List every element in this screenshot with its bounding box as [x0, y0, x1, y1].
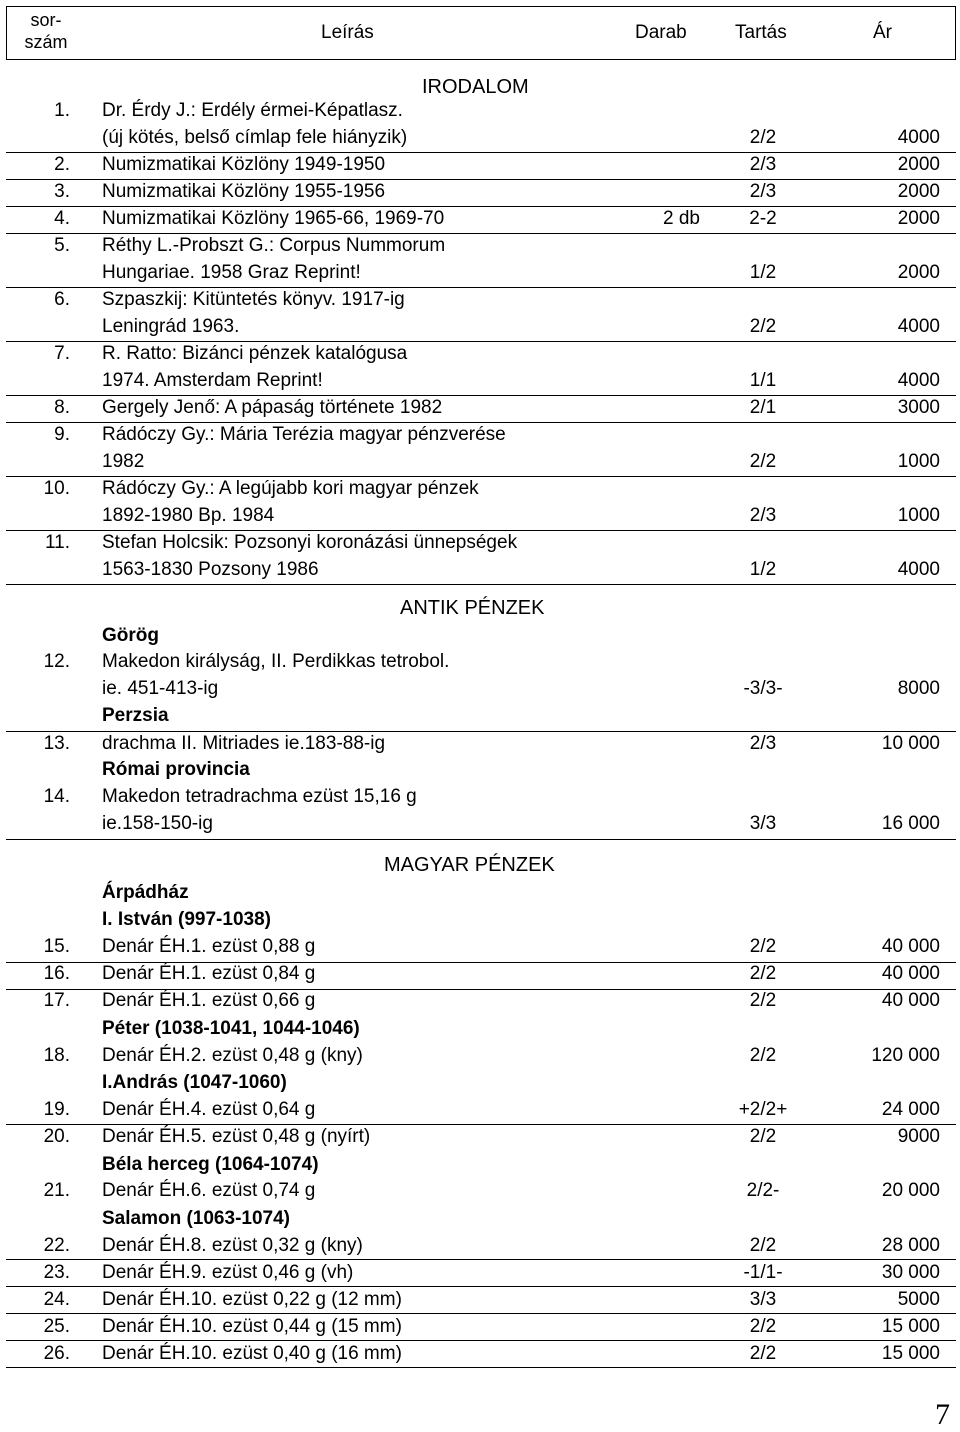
- row-price: 2000: [897, 262, 940, 283]
- divider: [6, 206, 956, 207]
- divider: [6, 179, 956, 180]
- row-condition: 2/2-: [746, 1180, 780, 1201]
- divider: [6, 839, 956, 840]
- row-description: Numizmatikai Közlöny 1955-1956: [102, 181, 386, 202]
- row-description: Numizmatikai Közlöny 1949-1950: [102, 154, 386, 175]
- divider: [6, 152, 956, 153]
- section-magyar: MAGYAR PÉNZEK: [384, 854, 555, 876]
- row-description: Denár ÉH.8. ezüst 0,32 g (kny): [102, 1235, 363, 1256]
- row-description: Denár ÉH.2. ezüst 0,48 g (kny): [102, 1045, 363, 1066]
- row-condition: 2/3: [749, 733, 777, 754]
- row-condition: 2/2: [749, 316, 777, 337]
- section-antik: ANTIK PÉNZEK: [400, 597, 545, 619]
- row-description: Denár ÉH.5. ezüst 0,48 g (nyírt): [102, 1126, 371, 1147]
- row-description: Denár ÉH.10. ezüst 0,44 g (15 mm): [102, 1316, 402, 1337]
- sub-gorog: Görög: [102, 625, 159, 646]
- row-description-cont: ie.158-150-ig: [102, 813, 213, 834]
- row-number: 21.: [43, 1180, 70, 1201]
- divider: [6, 1367, 956, 1368]
- row-price: 2000: [897, 208, 940, 229]
- header-desc: Leírás: [321, 22, 374, 43]
- divider: [6, 962, 956, 963]
- sub-arpad: Árpádház: [102, 882, 189, 903]
- row-number: 12.: [43, 651, 70, 672]
- row-condition: -3/3-: [743, 678, 783, 699]
- sub-bela: Béla herceg (1064-1074): [102, 1154, 319, 1175]
- row-price: 40 000: [881, 936, 940, 957]
- row-description-cont: 1892-1980 Bp. 1984: [102, 505, 275, 526]
- row-description: Szpaszkij: Kitüntetés könyv. 1917-ig: [102, 289, 405, 310]
- row-number: 23.: [43, 1262, 70, 1283]
- row-condition: 2/2: [749, 1126, 777, 1147]
- row-condition: 2/3: [749, 505, 777, 526]
- divider: [6, 422, 956, 423]
- header-cond: Tartás: [735, 22, 787, 43]
- table-header: [6, 6, 956, 60]
- row-number: 8.: [54, 397, 70, 418]
- row-number: 1.: [54, 100, 70, 121]
- row-description: Makedon királyság, II. Perdikkas tetrobol.: [102, 651, 450, 672]
- row-description: Rádóczy Gy.: Mária Terézia magyar pénzverése: [102, 424, 506, 445]
- row-price: 40 000: [881, 990, 940, 1011]
- row-number: 19.: [43, 1099, 70, 1120]
- row-price: 24 000: [881, 1099, 940, 1120]
- row-number: 18.: [43, 1045, 70, 1066]
- sub-peter: Péter (1038-1041, 1044-1046): [102, 1018, 360, 1039]
- row-description-cont: 1974. Amsterdam Reprint!: [102, 370, 323, 391]
- row-description: Denár ÉH.1. ezüst 0,84 g: [102, 963, 316, 984]
- row-condition: 1/2: [749, 262, 777, 283]
- row-condition: 2/2: [749, 1316, 777, 1337]
- section-irodalom: IRODALOM: [422, 76, 529, 98]
- row-condition: 2/2: [749, 990, 777, 1011]
- divider: [6, 1259, 956, 1260]
- row-description: Makedon tetradrachma ezüst 15,16 g: [102, 786, 417, 807]
- row-condition: 2/2: [749, 127, 777, 148]
- row-condition: 2/2: [749, 963, 777, 984]
- row-description: Stefan Holcsik: Pozsonyi koronázási ünnepségek: [102, 532, 518, 553]
- row-price: 4000: [897, 127, 940, 148]
- row-price: 15 000: [881, 1316, 940, 1337]
- row-description: Réthy L.-Probszt G.: Corpus Nummorum: [102, 235, 446, 256]
- row-description: Dr. Érdy J.: Erdély érmei-Képatlasz.: [102, 100, 403, 121]
- row-description: Denár ÉH.10. ezüst 0,40 g (16 mm): [102, 1343, 402, 1364]
- divider: [6, 395, 956, 396]
- row-pieces: 2 db: [663, 208, 700, 229]
- row-number: 9.: [54, 424, 70, 445]
- row-price: 9000: [897, 1126, 940, 1147]
- row-condition: 2/3: [749, 181, 777, 202]
- row-number: 25.: [43, 1316, 70, 1337]
- row-price: 1000: [897, 451, 940, 472]
- row-price: 15 000: [881, 1343, 940, 1364]
- row-number: 16.: [43, 963, 70, 984]
- row-number: 15.: [43, 936, 70, 957]
- row-description: Denár ÉH.1. ezüst 0,88 g: [102, 936, 316, 957]
- row-condition: 3/3: [749, 813, 777, 834]
- row-price: 120 000: [871, 1045, 940, 1066]
- row-condition: 2/2: [749, 936, 777, 957]
- row-price: 28 000: [881, 1235, 940, 1256]
- divider: [6, 233, 956, 234]
- row-number: 24.: [43, 1289, 70, 1310]
- row-number: 11.: [44, 532, 70, 553]
- row-price: 40 000: [881, 963, 940, 984]
- row-description: drachma II. Mitriades ie.183-88-ig: [102, 733, 386, 754]
- row-number: 26.: [43, 1343, 70, 1364]
- row-number: 22.: [43, 1235, 70, 1256]
- row-description: Denár ÉH.10. ezüst 0,22 g (12 mm): [102, 1289, 402, 1310]
- row-description: Rádóczy Gy.: A legújabb kori magyar pénzek: [102, 478, 479, 499]
- row-condition: 2/1: [749, 397, 777, 418]
- divider: [6, 989, 956, 990]
- row-price: 2000: [897, 154, 940, 175]
- row-price: 4000: [897, 316, 940, 337]
- row-condition: 2/2: [749, 451, 777, 472]
- row-number: 10.: [43, 478, 70, 499]
- row-description-cont: 1982: [102, 451, 145, 472]
- row-description: Denár ÉH.4. ezüst 0,64 g: [102, 1099, 316, 1120]
- divider: [6, 1124, 956, 1125]
- row-number: 6.: [54, 289, 70, 310]
- divider: [6, 530, 956, 531]
- row-description: Numizmatikai Közlöny 1965-66, 1969-70: [102, 208, 445, 229]
- sub-istvan: I. István (997-1038): [102, 909, 271, 930]
- header-price: Ár: [873, 22, 892, 43]
- divider: [6, 287, 956, 288]
- row-price: 20 000: [881, 1180, 940, 1201]
- row-description: Denár ÉH.6. ezüst 0,74 g: [102, 1180, 316, 1201]
- header-num: sor- szám: [24, 10, 68, 52]
- row-description-cont: (új kötés, belső címlap fele hiányzik): [102, 127, 408, 148]
- row-number: 13.: [43, 733, 70, 754]
- row-number: 3.: [54, 181, 70, 202]
- row-condition: 2/2: [749, 1235, 777, 1256]
- row-number: 5.: [54, 235, 70, 256]
- divider: [6, 476, 956, 477]
- row-condition: +2/2+: [738, 1099, 788, 1120]
- row-description: R. Ratto: Bizánci pénzek katalógusa: [102, 343, 408, 364]
- row-number: 4.: [54, 208, 70, 229]
- sub-salamon: Salamon (1063-1074): [102, 1208, 290, 1229]
- row-price: 10 000: [881, 733, 940, 754]
- row-price: 4000: [897, 370, 940, 391]
- row-price: 1000: [897, 505, 940, 526]
- row-description-cont: ie. 451-413-ig: [102, 678, 219, 699]
- row-number: 17.: [43, 990, 70, 1011]
- sub-perzsia: Perzsia: [102, 705, 169, 726]
- row-condition: 2-2: [749, 208, 777, 229]
- row-price: 3000: [897, 397, 940, 418]
- divider: [6, 1340, 956, 1341]
- header-pcs: Darab: [635, 22, 687, 43]
- row-condition: 2/3: [749, 154, 777, 175]
- row-price: 4000: [897, 559, 940, 580]
- row-description: Gergely Jenő: A pápaság története 1982: [102, 397, 443, 418]
- row-description: Denár ÉH.1. ezüst 0,66 g: [102, 990, 316, 1011]
- row-condition: 2/2: [749, 1343, 777, 1364]
- row-condition: 2/2: [749, 1045, 777, 1066]
- divider: [6, 731, 956, 732]
- row-price: 2000: [897, 181, 940, 202]
- divider: [6, 1286, 956, 1287]
- sub-romai: Római provincia: [102, 759, 250, 780]
- row-price: 5000: [897, 1289, 940, 1310]
- row-condition: 3/3: [749, 1289, 777, 1310]
- row-price: 16 000: [881, 813, 940, 834]
- divider: [6, 341, 956, 342]
- row-number: 7.: [54, 343, 70, 364]
- page-number: 7: [935, 1398, 950, 1431]
- row-price: 30 000: [881, 1262, 940, 1283]
- row-description-cont: Hungariae. 1958 Graz Reprint!: [102, 262, 361, 283]
- row-description: Denár ÉH.9. ezüst 0,46 g (vh): [102, 1262, 354, 1283]
- row-condition: 1/2: [749, 559, 777, 580]
- row-condition: 1/1: [749, 370, 777, 391]
- row-number: 20.: [43, 1126, 70, 1147]
- divider: [6, 584, 956, 585]
- row-condition: -1/1-: [743, 1262, 783, 1283]
- row-description-cont: Leningrád 1963.: [102, 316, 240, 337]
- row-description-cont: 1563-1830 Pozsony 1986: [102, 559, 319, 580]
- sub-andras: I.András (1047-1060): [102, 1072, 287, 1093]
- row-number: 2.: [54, 154, 70, 175]
- row-price: 8000: [897, 678, 940, 699]
- divider: [6, 1313, 956, 1314]
- row-number: 14.: [43, 786, 70, 807]
